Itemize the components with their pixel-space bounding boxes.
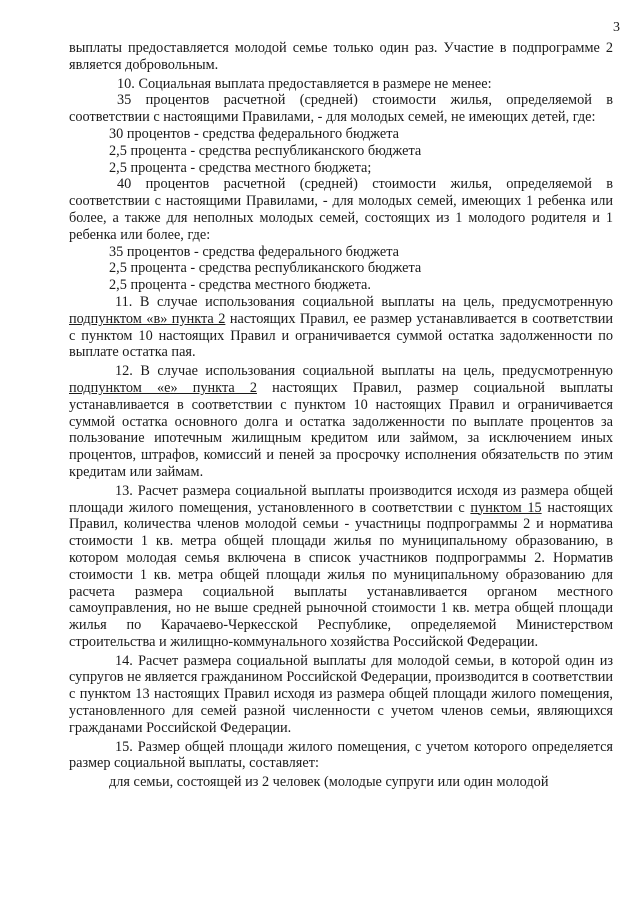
paragraph <box>69 294 613 361</box>
paragraph: 15. Размер общей площади жилого помещения, с учетом которого определяется размер социальной выплаты, составляет: <box>69 738 613 772</box>
paragraph: 30 процентов - средства федерального бюджета <box>109 125 399 142</box>
page-number: 3 <box>613 20 620 35</box>
cross-reference-link[interactable]: пунктом 15 <box>470 499 542 516</box>
paragraph: 2,5 процента - средства местного бюджета. <box>109 277 371 294</box>
paragraph-text: 13. Расчет размера социальной выплаты производится исходя из размера общей площади жилого помещения, установленного в соответствии с <box>69 482 613 516</box>
paragraph-text: 12. В случае использования социальной выплаты на цель, предусмотренную <box>115 363 613 380</box>
paragraph-text: настоящих Правил, ее размер устанавливается в соответствии с пунктом 10 настоящих Правил и ограничивается суммой остатка задолженности по выплате остатка пая. <box>69 310 613 361</box>
paragraph <box>69 363 613 481</box>
paragraph: выплаты предоставляется молодой семье только один раз. Участие в подпрограмме 2 является добровольным. <box>69 40 613 73</box>
paragraph: 40 процентов расчетной (средней) стоимости жилья, определяемой в соответствии с настоящими Правилами, - для молодых семей, имеющих 1 ребенка или более, а также для неполных молодых семей, состоящих из 1 молодого родителя и 1 ребенка или более, где: <box>69 176 613 243</box>
paragraph-text: настоящих Правил, размер социальной выплаты устанавливается в соответствии с пунктом 10 настоящих Правил и ограничивается суммой остатка основного долга и остатка задолженности по выплате процентов за пользование ипотечным жилищным кредитом или займом, за исключением иных процентов, штрафов, комиссий и пеней за просрочку исполнения обязательств по этим кредитам или займам. <box>69 379 613 480</box>
paragraph: 2,5 процента - средства республиканского бюджета <box>109 142 422 159</box>
document-body <box>69 40 613 791</box>
paragraph: 2,5 процента - средства республиканского бюджета <box>109 260 422 277</box>
cross-reference-link[interactable]: подпунктом «е» пункта 2 <box>69 379 257 396</box>
paragraph: для семьи, состоящей из 2 человек (молодые супруги или один молодой <box>109 774 549 791</box>
paragraph: 10. Социальная выплата предоставляется в размере не менее: <box>117 75 492 92</box>
paragraph-text: настоящих Правил, количества членов молодой семьи - участницы подпрограммы 2 и норматива стоимости 1 кв. метра общей площади жилья по муниципальному образованию, в котором молодая семья включена в список участников подпрограммы 2. Норматив стоимости 1 кв. метра общей площади жилья по муниципальному образованию для расчета размера социальной выплаты устанавливается органом местного самоуправления, но не выше средней рыночной стоимости 1 кв. метра общей площади жилья по Карачаево-Черкесской Республике, определяемой Министерством строительства и жилищно-коммунального хозяйства Российской Федерации. <box>69 499 613 650</box>
paragraph-text: 11. В случае использования социальной выплаты на цель, предусмотренную <box>115 293 613 310</box>
paragraph: 14. Расчет размера социальной выплаты для молодой семьи, в которой один из супругов не является гражданином Российской Федерации, производится в соответствии с пунктом 13 настоящих Правил исходя из размера общей площади жилого помещения, установленного для семей разной численности с учетом членов семьи, являющихся гражданами Российской Федерации. <box>69 652 613 736</box>
paragraph <box>69 483 613 651</box>
cross-reference-link[interactable]: подпунктом «в» пункта 2 <box>69 310 226 327</box>
paragraph: 35 процентов расчетной (средней) стоимости жилья, определяемой в соответствии с настоящими Правилами, - для молодых семей, не имеющих детей, где: <box>69 92 613 126</box>
paragraph: 35 процентов - средства федерального бюджета <box>109 243 399 260</box>
paragraph: 2,5 процента - средства местного бюджета; <box>109 159 372 176</box>
